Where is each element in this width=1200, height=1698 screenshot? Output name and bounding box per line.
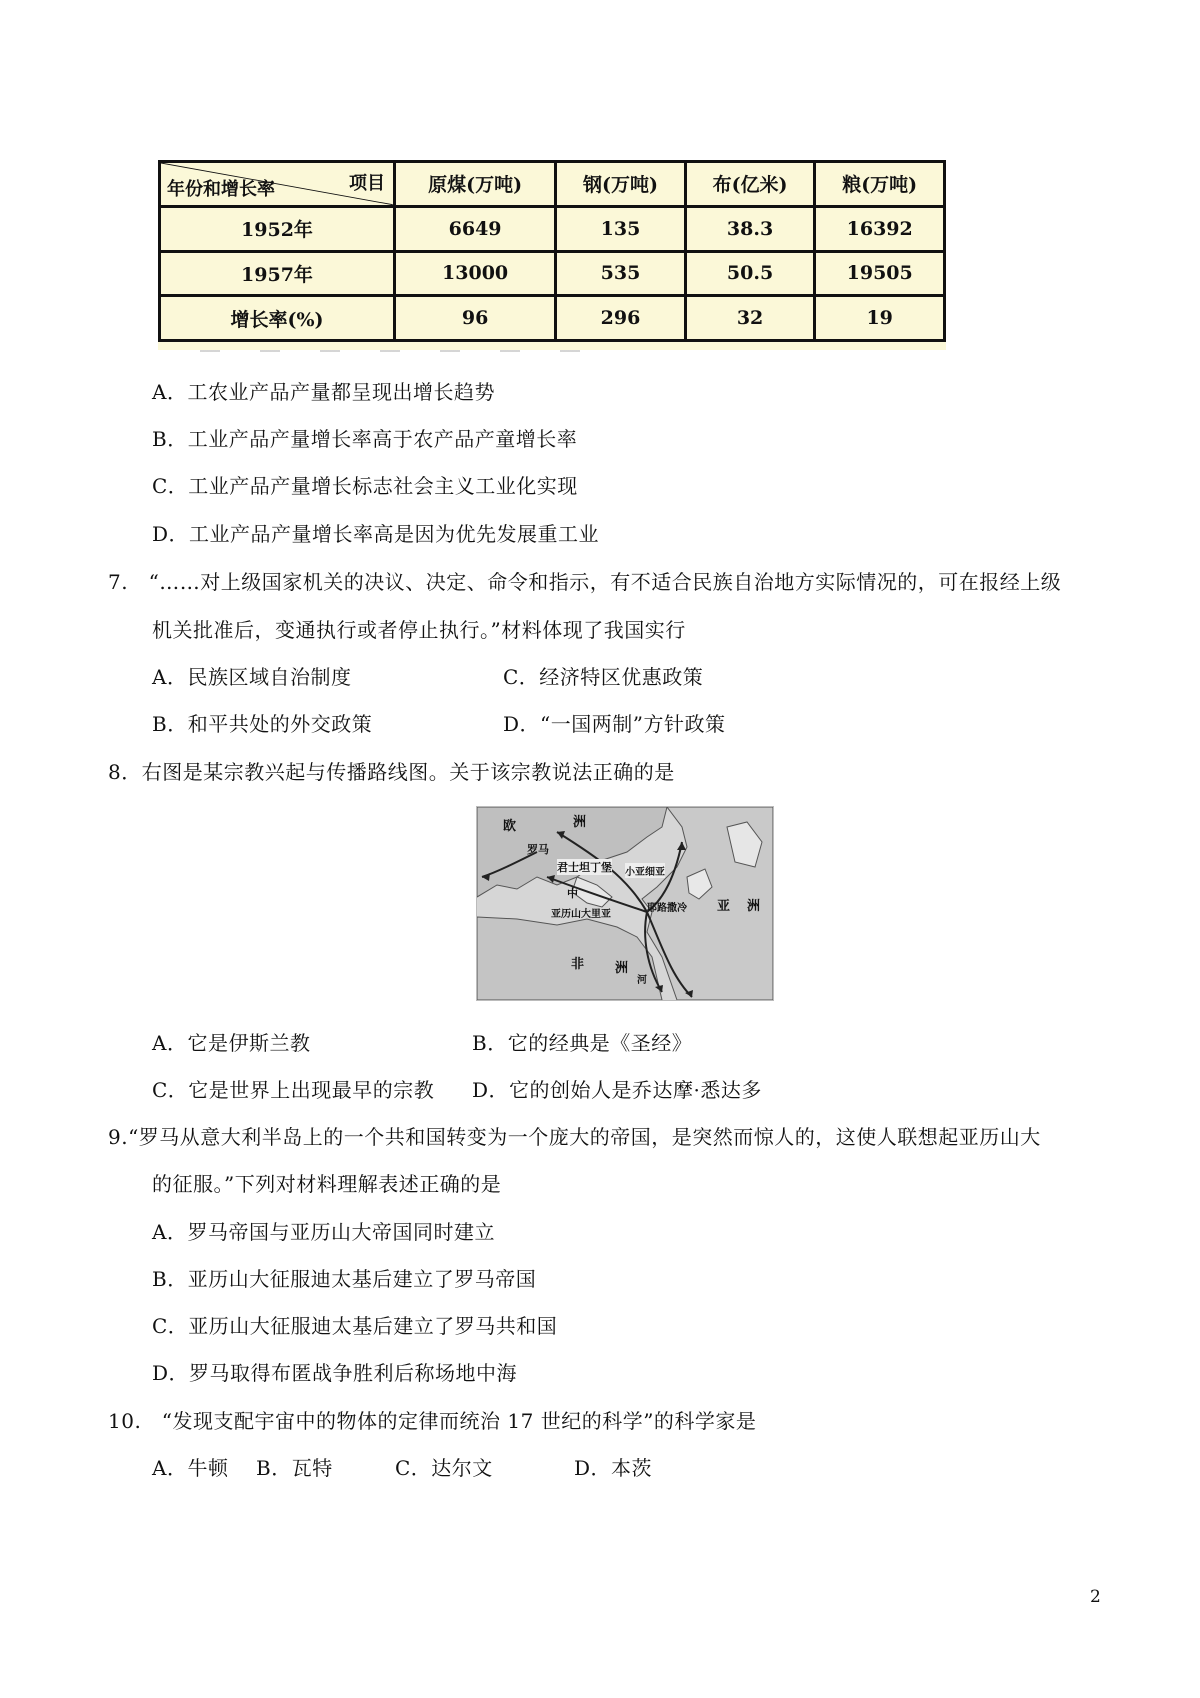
table-cell: 38.3 xyxy=(685,206,815,251)
production-table-image xyxy=(158,160,946,350)
q7-option-a: A．民族区域自治制度 xyxy=(152,665,352,689)
q6-option-b: B．工业产品产量增长率高于农产品产童增长率 xyxy=(152,427,578,451)
table-cell: 96 xyxy=(395,296,556,341)
map-label-constantinople: 君士坦丁堡 xyxy=(557,861,612,874)
page-number: 2 xyxy=(1090,1587,1101,1607)
header-year-label: 年份和增长率 xyxy=(167,178,275,200)
table-row xyxy=(160,251,945,296)
q9-option-b: B．亚历山大征服迪太基后建立了罗马帝国 xyxy=(152,1267,537,1291)
q9-stem-line2: 的征服。”下列对材料理解表述正确的是 xyxy=(152,1172,502,1196)
map-label-asia-1: 亚 xyxy=(717,899,731,914)
scan-artifact xyxy=(200,350,600,352)
map-label-jerusalem: 耶路撒冷 xyxy=(647,903,687,914)
table-cell: 135 xyxy=(556,206,686,251)
q8-option-b: B．它的经典是《圣经》 xyxy=(472,1031,693,1055)
row-label: 1952年 xyxy=(160,206,395,251)
map-label-africa-1: 非 xyxy=(571,957,585,972)
column-header: 钢(万吨) xyxy=(556,162,686,207)
q8-option-d: D．它的创始人是乔达摩·悉达多 xyxy=(472,1078,762,1102)
q8-stem: 8．右图是某宗教兴起与传播路线图。关于该宗教说法正确的是 xyxy=(108,760,675,784)
table-cell: 32 xyxy=(685,296,815,341)
row-label: 增长率(%) xyxy=(160,296,395,341)
map-label-rome: 罗马 xyxy=(527,843,549,856)
table-header-row xyxy=(160,162,945,207)
q6-option-a: A．工农业产品产量都呈现出增长趋势 xyxy=(152,380,495,404)
table-row xyxy=(160,206,945,251)
q6-option-c: C．工业产品产量增长标志社会主义工业化实现 xyxy=(152,474,578,498)
q6-option-d: D．工业产品产量增长率高是因为优先发展重工业 xyxy=(152,522,600,546)
table-cell: 6649 xyxy=(395,206,556,251)
q10-option-b: B．瓦特 xyxy=(256,1456,333,1480)
production-table xyxy=(158,160,946,342)
table-cell: 16392 xyxy=(815,206,945,251)
religion-spread-map xyxy=(476,806,774,1001)
table-cell: 535 xyxy=(556,251,686,296)
q7-option-c: C．经济特区优惠政策 xyxy=(503,665,704,689)
q9-option-d: D．罗马取得布匿战争胜利后称场地中海 xyxy=(152,1361,518,1385)
q7-stem-line2: 机关批准后，变通执行或者停止执行。”材料体现了我国实行 xyxy=(152,618,686,642)
row-label: 1957年 xyxy=(160,251,395,296)
map-label-alexandria: 亚历山大里亚 xyxy=(551,909,611,920)
map-label-mediterranean: 中 xyxy=(567,887,578,900)
map-label-europe-2: 洲 xyxy=(573,815,587,830)
table-cell: 19 xyxy=(815,296,945,341)
column-header: 原煤(万吨) xyxy=(395,162,556,207)
table-cell: 19505 xyxy=(815,251,945,296)
header-item-label: 项目 xyxy=(349,173,385,194)
q8-option-c: C．它是世界上出现最早的宗教 xyxy=(152,1078,435,1102)
q7-option-d: D．“一国两制”方针政策 xyxy=(503,712,726,736)
q7-option-b: B．和平共处的外交政策 xyxy=(152,712,373,736)
q10-option-c: C．达尔文 xyxy=(395,1456,493,1480)
table-cell: 296 xyxy=(556,296,686,341)
q10-option-d: D．本茨 xyxy=(574,1456,653,1480)
column-header: 布(亿米) xyxy=(685,162,815,207)
q8-option-a: A．它是伊斯兰教 xyxy=(152,1031,311,1055)
map-label-europe-1: 欧 xyxy=(503,819,517,834)
table-cell: 50.5 xyxy=(685,251,815,296)
table-row xyxy=(160,296,945,341)
q9-option-a: A．罗马帝国与亚历山大帝国同时建立 xyxy=(152,1220,495,1244)
q10-stem: 10. “发现支配宇宙中的物体的定律而统治 17 世纪的科学”的科学家是 xyxy=(108,1409,757,1433)
map-label-river: 河 xyxy=(637,975,647,986)
column-header: 粮(万吨) xyxy=(815,162,945,207)
q9-option-c: C．亚历山大征服迪太基后建立了罗马共和国 xyxy=(152,1314,558,1338)
table-cell: 13000 xyxy=(395,251,556,296)
q10-option-a: A．牛顿 xyxy=(152,1456,229,1480)
map-label-asia-minor: 小亚细亚 xyxy=(625,863,665,878)
table-diagonal-header xyxy=(160,162,395,207)
map-label-africa-2: 洲 xyxy=(615,961,629,976)
q7-stem-line1: 7. “……对上级国家机关的决议、决定、命令和指示，有不适合民族自治地方实际情况的，可在报经上级 xyxy=(108,570,1062,594)
q9-stem-line1: 9.“罗马从意大利半岛上的一个共和国转变为一个庞大的帝国，是突然而惊人的，这使人联想起亚历山大 xyxy=(108,1125,1041,1149)
map-label-asia-2: 洲 xyxy=(747,899,761,914)
